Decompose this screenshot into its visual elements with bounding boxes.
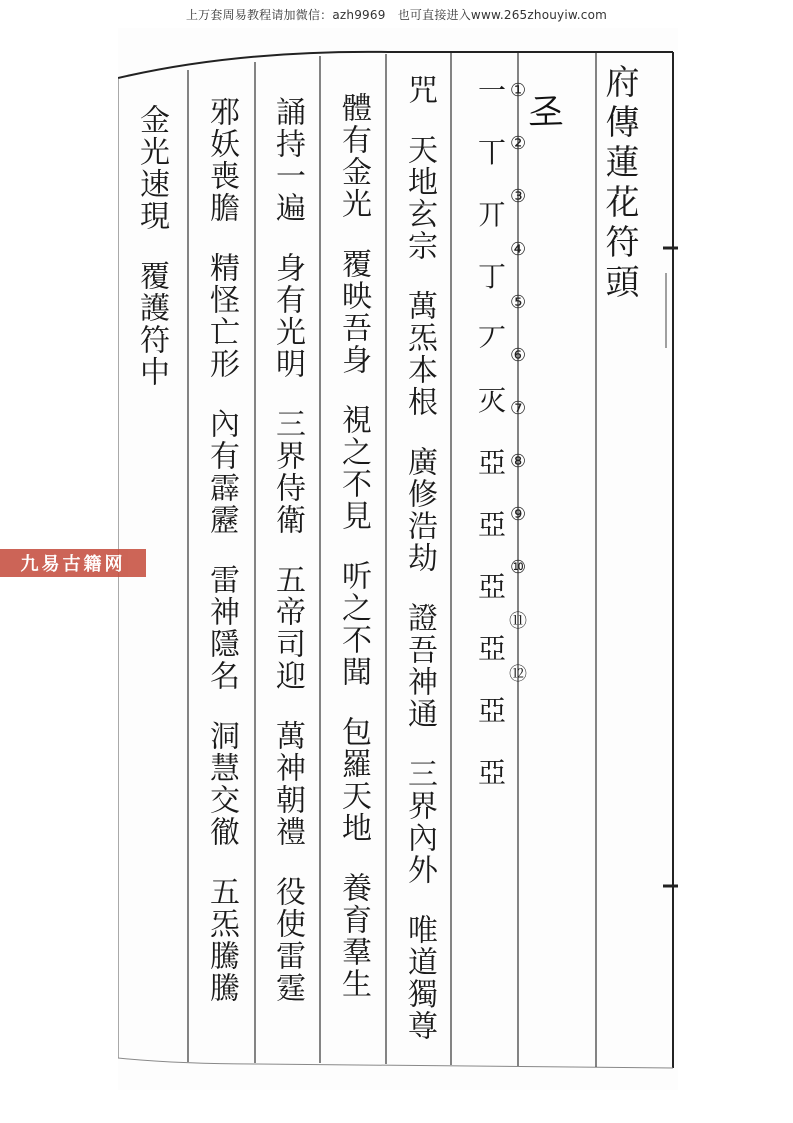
incantation-phrase: 役使雷霆 xyxy=(270,876,305,1004)
talisman-number-badge: ③ xyxy=(509,185,527,207)
talisman-number-badge: ⑥ xyxy=(509,344,527,366)
incantation-phrase: 身有光明 xyxy=(270,252,305,380)
incantation-phrase: 邪妖喪膽 xyxy=(204,96,239,224)
incantation-phrase: 雷神隱名 xyxy=(204,564,239,692)
incantation-column-1 xyxy=(402,74,437,1042)
page-ruling-lines xyxy=(118,28,678,1090)
talisman-glyph: 亞 xyxy=(477,632,506,665)
incantation-phrase: 覆映吾身 xyxy=(336,248,371,376)
talisman-head-seal: 𢀖 xyxy=(528,91,565,132)
incantation-phrase: 五帝司迎 xyxy=(270,564,305,692)
talisman-glyph: 丅 xyxy=(477,136,506,169)
talisman-glyph: 灭 xyxy=(477,384,506,417)
incantation-phrase: 三界內外 xyxy=(402,758,437,886)
incantation-phrase: 精怪亡形 xyxy=(204,252,239,380)
talisman-glyph: 亞 xyxy=(477,756,506,789)
talisman-glyph: 丁 xyxy=(477,260,506,293)
incantation-column-3 xyxy=(270,96,305,1004)
incantation-phrase: 听之不聞 xyxy=(336,560,371,688)
incantation-phrase: 視之不見 xyxy=(336,404,371,532)
talisman-number-badge: ④ xyxy=(509,238,527,260)
talisman-glyph: 丌 xyxy=(477,198,506,231)
incantation-phrase: 誦持一遍 xyxy=(270,96,305,224)
talisman-number-badge: ⑦ xyxy=(509,397,527,419)
talisman-number-badge: ② xyxy=(509,132,527,154)
incantation-phrase: 萬神朝禮 xyxy=(270,720,305,848)
incantation-phrase: 證吾神通 xyxy=(402,602,437,730)
watermark-logo: 九易古籍网 xyxy=(0,549,146,577)
talisman-number-badge: ⑫ xyxy=(509,664,527,685)
incantation-column-2 xyxy=(336,92,371,1000)
title-column: 府傳蓮花符頭 xyxy=(599,64,639,304)
incantation-phrase: 內有霹靂 xyxy=(204,408,239,536)
incantation-column-4 xyxy=(204,96,239,1004)
talisman-number-badge: ⑩ xyxy=(509,556,527,578)
talisman-glyph: 亞 xyxy=(477,570,506,603)
talisman-glyph: 丆 xyxy=(477,322,506,355)
page-frame xyxy=(118,28,678,1090)
talisman-glyph: 亞 xyxy=(477,694,506,727)
talisman-glyph: 一 xyxy=(477,74,506,107)
talisman-glyph: 亞 xyxy=(477,446,506,479)
incantation-phrase: 養育羣生 xyxy=(336,872,371,1000)
incantation-phrase: 洞慧交徹 xyxy=(204,720,239,848)
incantation-phrase: 包羅天地 xyxy=(336,716,371,844)
incantation-phrase: 天地玄宗 xyxy=(402,134,437,262)
talisman-glyph: 亞 xyxy=(477,508,506,541)
incantation-phrase: 廣修浩劫 xyxy=(402,446,437,574)
talisman-number-badge: ⑪ xyxy=(509,611,527,632)
incantation-phrase: 唯道獨尊 xyxy=(402,914,437,1042)
incantation-phrase: 五炁騰騰 xyxy=(204,876,239,1004)
incantation-phrase: 體有金光 xyxy=(336,92,371,220)
talisman-number-badge: ① xyxy=(509,79,527,101)
incantation-phrase: 萬炁本根 xyxy=(402,290,437,418)
talisman-number-badge: ⑧ xyxy=(509,450,527,472)
incantation-phrase: 金光速現 xyxy=(134,104,169,232)
incantation-phrase: 覆護符中 xyxy=(134,260,169,388)
talisman-number-badge: ⑤ xyxy=(509,291,527,313)
incantation-phrase: 咒 xyxy=(402,74,437,106)
header-advert-text: 上万套周易教程请加微信：azh9969 也可直接进入www.265zhouyiw.com xyxy=(185,8,608,22)
incantation-column-5 xyxy=(134,104,169,388)
talisman-number-sequence xyxy=(505,78,531,714)
talisman-number-badge: ⑨ xyxy=(509,503,527,525)
incantation-phrase: 三界侍衛 xyxy=(270,408,305,536)
